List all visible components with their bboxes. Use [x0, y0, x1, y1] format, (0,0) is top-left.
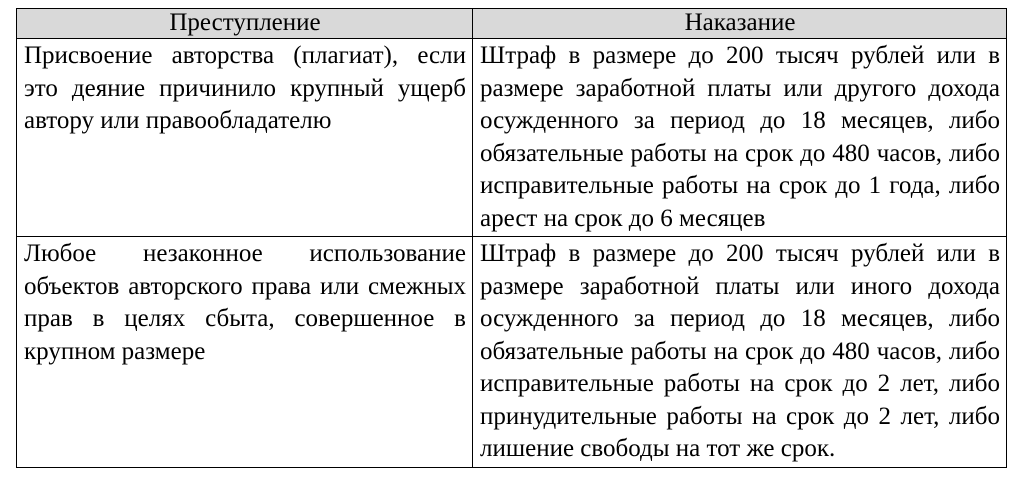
punishment-text: Штраф в размере до 200 тысяч рублей или в размере заработной платы или иного дохода осужденного за период до 18 месяцев, либо обязательные работы на срок до 480 часов, либо исправительные работы на срок до 2 лет, либо принудительные работы на срок до 2 лет, либо лишение свободы на тот же срок. [480, 240, 1000, 462]
punishment-cell [473, 39, 1007, 237]
crime-text: Любое незаконное использование объектов авторского права или смежных прав в целях сбыта, совершенное в крупном размере [24, 240, 466, 365]
crime-punishment-table [16, 8, 1007, 468]
crime-text: Присвоение авторства (плагиат), если это деяние причинило крупный ущерб автору или правообладателю [24, 42, 466, 134]
crime-cell [17, 237, 473, 468]
punishment-text: Штраф в размере до 200 тысяч рублей или в размере заработной платы или другого дохода осужденного за период до 18 месяцев, либо обязательные работы на срок до 480 часов, либо исправительные работы на срок до 1 года, либо арест на срок до 6 месяцев [480, 42, 1000, 232]
table-body [17, 39, 1007, 468]
table-row [17, 237, 1007, 468]
crime-cell [17, 39, 473, 237]
table-row [17, 39, 1007, 237]
header-punishment: Наказание [473, 9, 1007, 39]
header-row [17, 9, 1007, 39]
header-crime: Преступление [17, 9, 473, 39]
table-header [17, 9, 1007, 39]
punishment-cell [473, 237, 1007, 468]
